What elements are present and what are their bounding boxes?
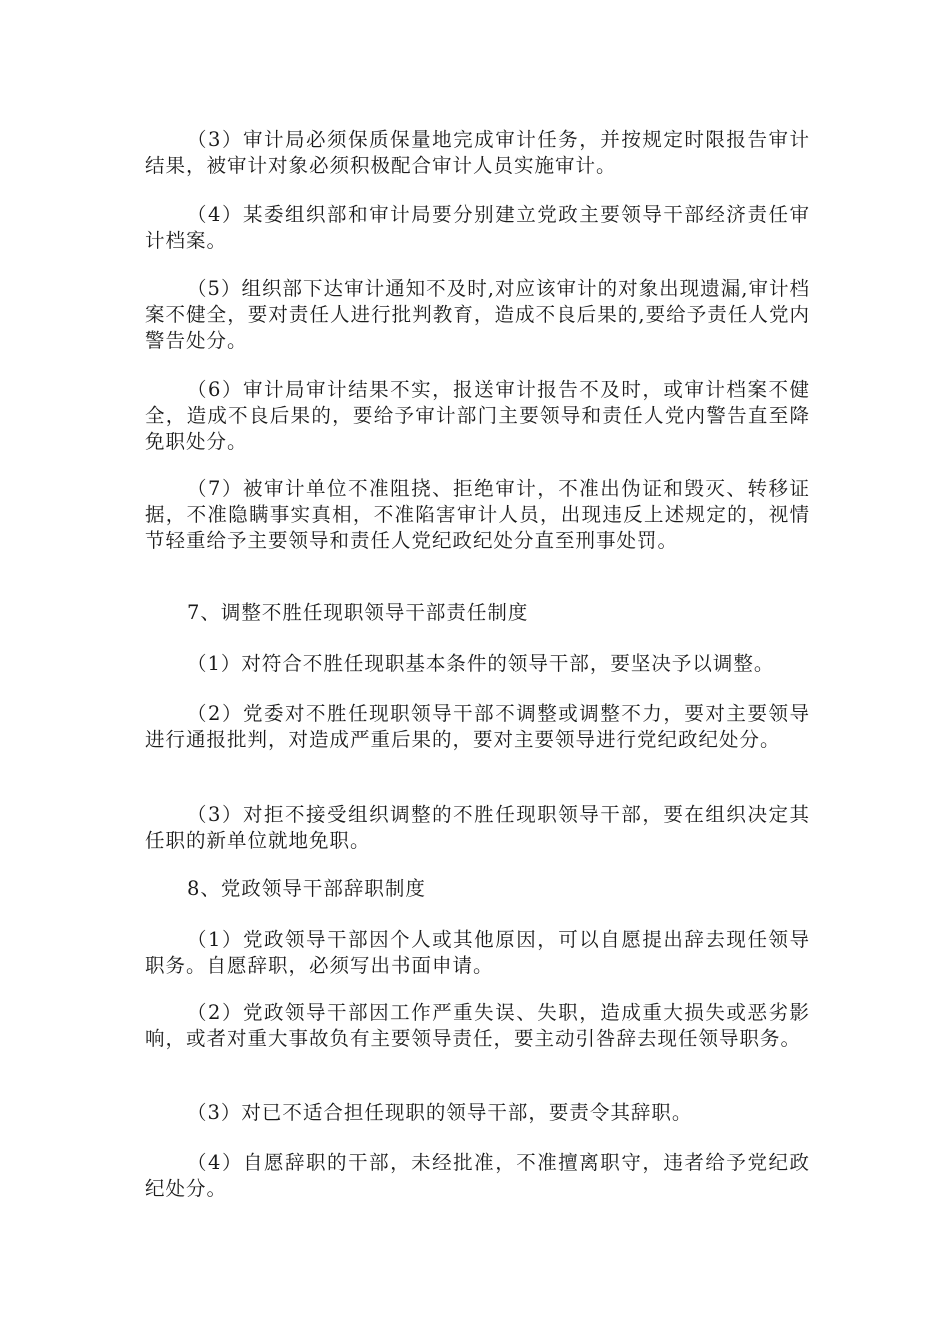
paragraph-audit-3: （3）审计局必须保质保量地完成审计任务，并按规定时限报告审计结果，被审计对象必须积极配合审计人员实施审计。 [145,128,810,177]
paragraph-resign-1: （1）党政领导干部因个人或其他原因，可以自愿提出辞去现任领导职务。自愿辞职，必须写出书面申请。 [145,928,810,977]
paragraph-adjust-2: （2）党委对不胜任现职领导干部不调整或调整不力，要对主要领导进行通报批判，对造成严重后果的，要对主要领导进行党纪政纪处分。 [145,702,810,751]
paragraph-adjust-3: （3）对拒不接受组织调整的不胜任现职领导干部，要在组织决定其任职的新单位就地免职。 [145,803,810,852]
paragraph-resign-2: （2）党政领导干部因工作严重失误、失职，造成重大损失或恶劣影响，或者对重大事故负有主要领导责任，要主动引咎辞去现任领导职务。 [145,1001,810,1050]
section-heading-8: 8、党政领导干部辞职制度 [187,877,426,900]
section-heading-7: 7、调整不胜任现职领导干部责任制度 [187,601,529,624]
paragraph-audit-5: （5）组织部下达审计通知不及时,对应该审计的对象出现遗漏,审计档案不健全，要对责任人进行批判教育，造成不良后果的,要给予责任人党内警告处分。 [145,277,810,352]
paragraph-resign-3: （3）对已不适合担任现职的领导干部，要责令其辞职。 [187,1101,693,1124]
document-page [145,0,810,1344]
paragraph-audit-7: （7）被审计单位不准阻挠、拒绝审计，不准出伪证和毁灭、转移证据，不准隐瞒事实真相，不准陷害审计人员，出现违反上述规定的，视情节轻重给予主要领导和责任人党纪政纪处分直至刑事处罚。 [145,477,810,552]
paragraph-adjust-1: （1）对符合不胜任现职基本条件的领导干部，要坚决予以调整。 [187,652,775,675]
paragraph-audit-6: （6）审计局审计结果不实，报送审计报告不及时，或审计档案不健全，造成不良后果的，要给予审计部门主要领导和责任人党内警告直至降免职处分。 [145,378,810,453]
paragraph-audit-4: （4）某委组织部和审计局要分别建立党政主要领导干部经济责任审计档案。 [145,203,810,252]
paragraph-resign-4: （4）自愿辞职的干部，未经批准，不准擅离职守，违者给予党纪政纪处分。 [145,1151,810,1200]
